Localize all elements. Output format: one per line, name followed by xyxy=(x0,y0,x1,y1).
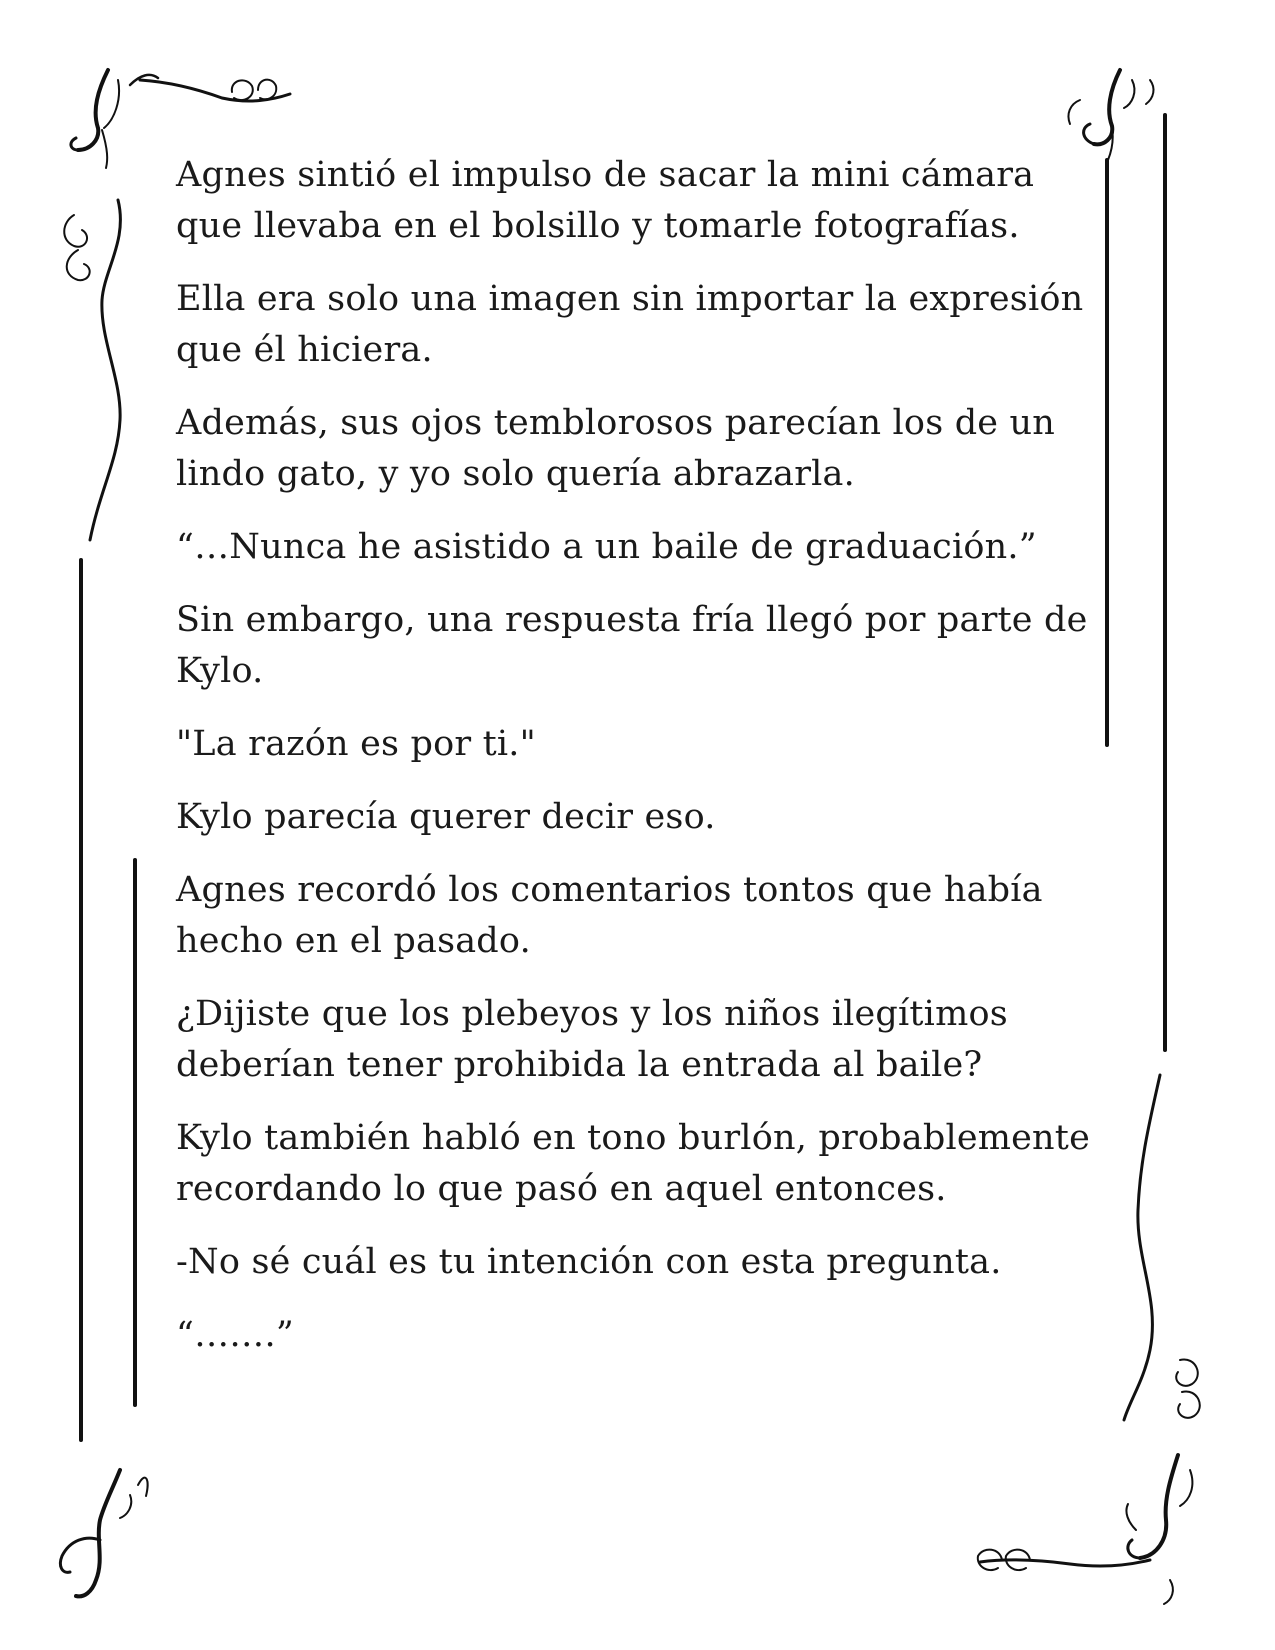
bottom-left-flourish-icon xyxy=(60,1470,147,1596)
paragraph: ¿Dijiste que los plebeyos y los niños ilegítimos deberían tener prohibida la entrada al baile? xyxy=(176,994,1008,1085)
dialogue-line: "La razón es por ti." xyxy=(176,724,536,764)
dialogue-line: “…….” xyxy=(176,1315,294,1355)
paragraph: Kylo parecía querer decir eso. xyxy=(176,797,716,837)
paragraph: Sin embargo, una respuesta fría llegó por parte de Kylo. xyxy=(176,600,1088,691)
paragraph: Agnes recordó los comentarios tontos que había hecho en el pasado. xyxy=(176,870,1043,961)
paragraph: Kylo también habló en tono burlón, probablemente recordando lo que pasó en aquel entonces. xyxy=(176,1118,1090,1209)
top-right-flourish-icon xyxy=(1068,70,1153,160)
paragraph: Ella era solo una imagen sin importar la expresión que él hiciera. xyxy=(176,279,1084,370)
dialogue-line: -No sé cuál es tu intención con esta pregunta. xyxy=(176,1242,1002,1282)
paragraph: Agnes sintió el impulso de sacar la mini cámara que llevaba en el bolsillo y tomarle fotografías. xyxy=(176,155,1035,246)
left-upper-swirl-icon xyxy=(64,200,120,540)
right-lower-swirl-icon xyxy=(1124,1075,1200,1420)
bottom-right-flourish-icon xyxy=(978,1455,1193,1604)
dialogue-line: “…Nunca he asistido a un baile de graduación.” xyxy=(176,527,1037,567)
story-text xyxy=(176,150,1106,1383)
paragraph: Además, sus ojos temblorosos parecían los de un lindo gato, y yo solo quería abrazarla. xyxy=(176,403,1056,494)
